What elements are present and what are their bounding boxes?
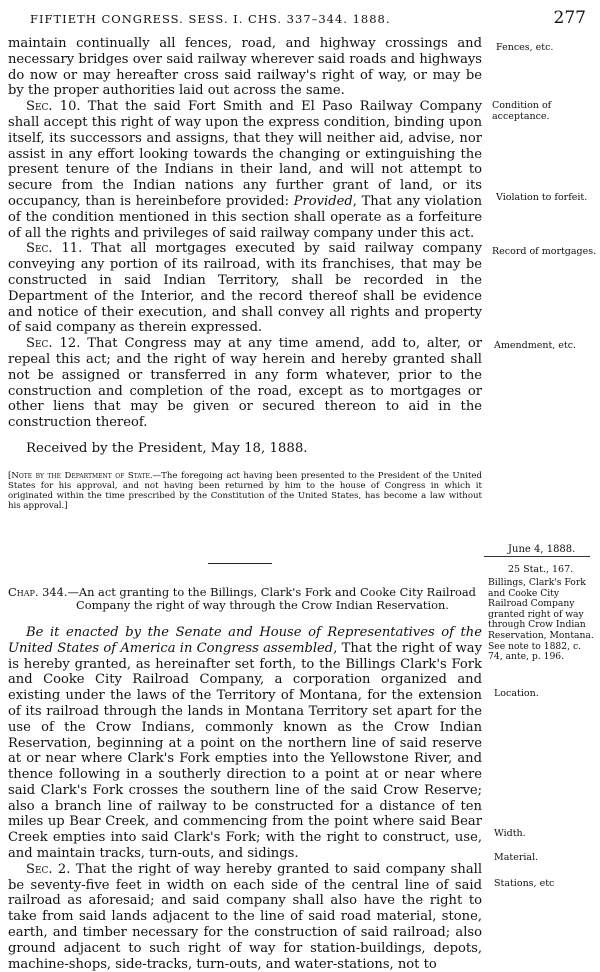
chapter-title-line-2: Company the right of way through the Crow Indian Reservation.: [76, 598, 449, 613]
enacting-clause: [8, 625, 482, 862]
page-header: [8, 8, 592, 32]
margin-note-stations: Stations, etc: [494, 878, 555, 889]
department-note: [8, 471, 482, 511]
section-2: [8, 862, 482, 972]
section-text: That the right of way hereby granted to said company shall be seventy-five feet in width on each side of the central line of said railroad as aforesaid; and said company shall also have the right to take from said lands adjacent to the line of said road material, stone, earth, and timber necessary for the construction of said railroad; also ground adjacent to such right of way for station-buildings, depots, machine-shops, side-tracks, turn-outs, and water-stations, not to: [8, 861, 483, 972]
chapter-heading: [8, 586, 482, 613]
section-text: That Congress may at any time amend, add to, alter, or repeal this act; and the right of way herein and hereby granted shall not be assigned or transferred in any form whatever, prior to the construction and completion of the road, except as to mortgages or other liens that may be given or secured thereon to aid in the construction thereof.: [8, 336, 482, 431]
margin-note-fences: Fences, etc.: [496, 42, 554, 53]
margin-note-see-note: See note to 1882, c. 74, ante, p. 196.: [488, 640, 582, 663]
margin-note-stat: 25 Stat., 167.: [508, 564, 574, 575]
enacting-formula: Be it enacted by the Senate and House of Representatives of the United States of America in Congress assembled: [8, 624, 482, 656]
enacting-text: , That the right of way is hereby granted, as hereinafter set forth, to the Billings Clark's Fork and Cooke City Railroad Company, a corporation organized and existing under the laws of the Territory of Montana, for the extension of its railroad through the lands in Montana Territory set apart for the use of the Crow Indians, commonly known as the Crow Indian Reservation, beginning at a point on the northern line of said reserve at or near where Clark's Fork empties into the Yellowstone River, and thence following in a southerly direction to a point at or near where said Clark's Fork crosses the southern line of the said Crow Reserve; also a branch line of railway to be constructed for a distance of ten miles up Bear Creek, and commencing from the point where said Bear Creek empties into said Clark's Fork; with the right to construct, use, and maintain tracks, turn-outs, and sidings.: [8, 640, 482, 862]
section-label: Sec. 10.: [26, 99, 81, 115]
section-10: [8, 99, 482, 241]
section-11: [8, 241, 482, 336]
received-line: Received by the President, May 18, 1888.: [26, 440, 308, 456]
section-12: [8, 336, 482, 431]
margin-note-location: Location.: [494, 688, 539, 699]
running-head: FIFTIETH CONGRESS. SESS. I. CHS. 337–344. 1888.: [30, 12, 391, 26]
provided-word: Provided: [293, 193, 353, 209]
page-number: 277: [553, 8, 586, 28]
margin-note-grant: Billings, Clark's Fork and Cooke City Railroad Company granted right of way through Crow Indian Reservation, Montana.: [488, 577, 594, 641]
chapter-label: Chap. 344.: [8, 584, 68, 599]
margin-note-width: Width.: [494, 828, 526, 839]
margin-rule: [484, 556, 590, 557]
section-text: That all mortgages executed by said railway company conveying any portion of its railroad, with its franchises, that may be constructed in said Indian Territory, shall be recorded in the Department of the Interior, and the record thereof shall be evidence and notice of their execution, and shall convey all rights and property of said company as therein expressed.: [8, 241, 482, 336]
margin-note-violation: Violation to forfeit.: [496, 192, 588, 203]
note-text: —The foregoing act having been presented to the President of the United States for his approval, and not having been returned by him to the house of Congress in which it originated within the time prescribed by the Constitution of the United States, has become a law without his approval.]: [8, 470, 482, 511]
note-heading: [Note by the Department of State.: [8, 470, 153, 481]
margin-note-amendment: Amendment, etc.: [494, 340, 577, 351]
margin-note-condition: Condition of acceptance.: [492, 100, 552, 122]
margin-note-record: Record of mortgages.: [492, 246, 597, 257]
section-text: That the said Fort Smith and El Paso Railway Company shall accept this right of way upon the express condition, binding upon itself, its successors and assigns, that they will neither aid, advise, nor assist in any effort looking towards the changing or extinguishing the present tenure of the Indians in their land, and will not attempt to secure from the Indian nations any further grant of land, or its occupancy, than is hereinbefore provided:: [8, 99, 483, 209]
section-text: , That any violation of the condition mentioned in this section shall operate as a forfeiture of all the rights and privileges of said railway company under this act.: [8, 193, 483, 241]
paragraph-fences: maintain continually all fences, road, and highway crossings and necessary bridges over said railway wherever said roads and highways do now or may hereafter cross said railway's right of way, or may be by the proper authorities laid out across the same.: [8, 36, 482, 99]
margin-note-material: Material.: [494, 852, 539, 863]
section-label: Sec. 2.: [26, 861, 71, 877]
chapter-title-line-1: —An act granting to the Billings, Clark's Fork and Cooke City Railroad: [67, 584, 476, 599]
section-label: Sec. 12.: [26, 336, 81, 352]
main-text-column: [8, 36, 482, 972]
section-label: Sec. 11.: [26, 241, 83, 257]
divider-rule: [208, 563, 272, 564]
margin-note-description: [488, 578, 598, 663]
margin-note-date: June 4, 1888.: [508, 544, 576, 555]
